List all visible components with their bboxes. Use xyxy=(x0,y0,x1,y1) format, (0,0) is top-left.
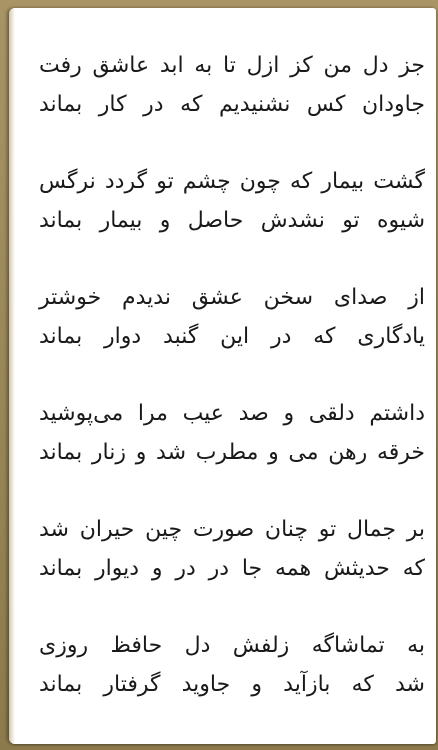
poem-text xyxy=(39,46,425,742)
verse-line: خرقه رهن می و مطرب شد و زنار بماند xyxy=(39,440,425,465)
verse-line: به تماشاگه زلفش دل حافظ روزی xyxy=(39,633,425,658)
book-page[interactable] xyxy=(9,8,436,744)
stanza-5 xyxy=(39,510,425,626)
verse-line: جاودان کس نشنیدیم که در کار بماند xyxy=(39,92,425,117)
verse-line: گشت بیمار که چون چشم تو گردد نرگس xyxy=(39,169,425,194)
verse-line: شیوه تو نشدش حاصل و بیمار بماند xyxy=(39,208,425,233)
verse-line: شد که بازآید و جاوید گرفتار بماند xyxy=(39,672,425,697)
verse-line: یادگاری که در این گنبد دوار بماند xyxy=(39,324,425,349)
page-binding-edge xyxy=(9,8,15,744)
stanza-3 xyxy=(39,278,425,394)
verse-line: داشتم دلقی و صد عیب مرا می‌پوشید xyxy=(39,401,425,426)
verse-line: بر جمال تو چنان صورت چین حیران شد xyxy=(39,517,425,542)
verse-line: جز دل من کز ازل تا به ابد عاشق رفت xyxy=(39,53,425,78)
stanza-1 xyxy=(39,46,425,162)
verse-line: که حدیثش همه جا در در و دیوار بماند xyxy=(39,556,425,581)
verse-line: از صدای سخن عشق ندیدم خوشتر xyxy=(39,285,425,310)
stanza-4 xyxy=(39,394,425,510)
stanza-6 xyxy=(39,626,425,742)
stanza-2 xyxy=(39,162,425,278)
